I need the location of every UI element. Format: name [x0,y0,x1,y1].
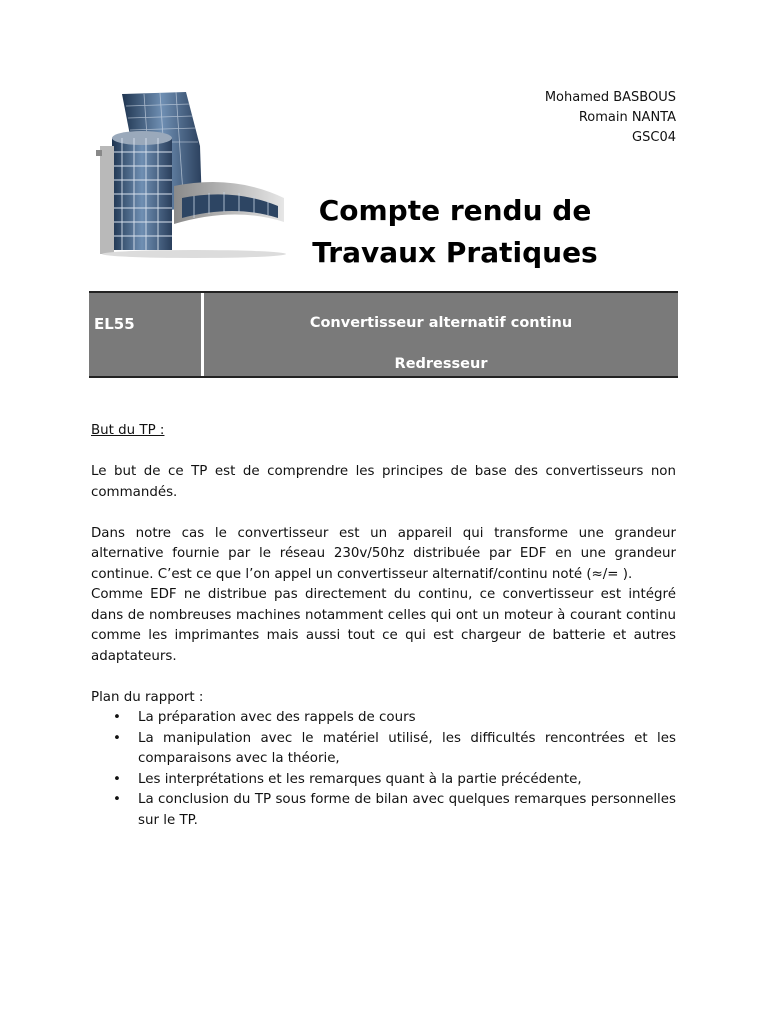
plan-list [91,708,676,831]
title-line: Travaux Pratiques [312,236,598,269]
list-item: • La manipulation avec le matériel utilisé, les difficultés rencontrées et les comparaisons avec la théorie, [113,730,676,766]
bullet-icon: • [113,771,121,787]
paragraph: Dans notre cas le convertisseur est un appareil qui transforme une grandeur alternative fournie par le réseau 230v/50hz distribuée par EDF en une grandeur continue. C’est ce que l’on appel un convertisseur alternatif/continu noté (≈/= ). [91,525,676,582]
author-block [545,88,676,148]
title-line: Compte rendu de [318,194,592,227]
course-banner [89,291,678,378]
bullet-icon: • [113,710,121,725]
section-heading: But du TP : [91,423,165,438]
course-code: EL55 [94,315,135,333]
paragraph: Comme EDF ne distribue pas directement du continu, ce convertisseur est intégré dans de nombreuses machines notamment celles qui ont un moteur à courant continu comme les imprimantes mais aussi tout ce qui est chargeur de batterie et autres adaptateurs. [91,587,676,664]
author-name: Mohamed BASBOUS [544,90,676,105]
building-logo-icon [94,86,286,258]
list-item: • La préparation avec des rappels de cours [91,708,676,729]
course-subtitle: Redresseur [394,356,488,372]
bullet-icon: • [113,730,121,746]
author-name: Romain NANTA [578,110,676,125]
bullet-icon: • [113,792,121,807]
plan-label: Plan du rapport : [91,689,204,705]
group-code: GSC04 [632,130,676,145]
list-item: • Les interprétations et les remarques quant à la partie précédente, [91,770,676,791]
list-item: • La conclusion du TP sous forme de bilan avec quelques remarques personnelles sur le TP. [113,792,676,828]
course-title: Convertisseur alternatif continu [309,315,573,331]
document-body [91,421,676,831]
page-title [290,190,620,274]
paragraph: Le but de ce TP est de comprendre les principes de base des convertisseurs non commandés. [91,464,676,500]
